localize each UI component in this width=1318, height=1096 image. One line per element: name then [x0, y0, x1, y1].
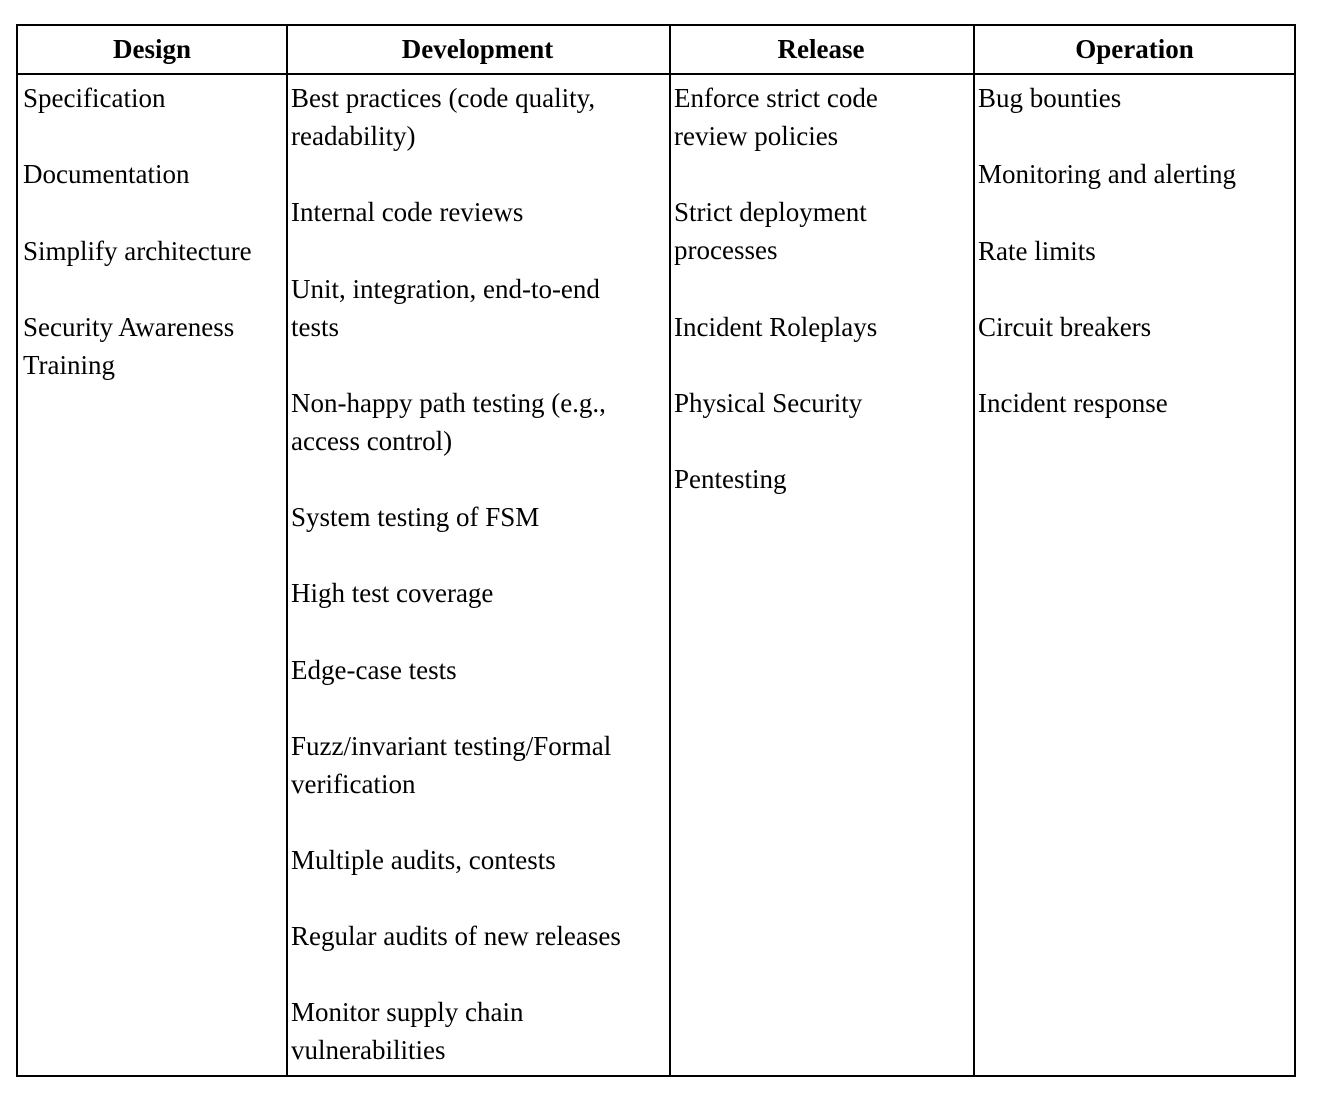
development-item-internal-code-reviews: Internal code reviews [291, 197, 524, 227]
development-item-multiple-audits: Multiple audits, contests [291, 845, 556, 875]
design-item-simplify-architecture: Simplify architecture [23, 236, 252, 266]
design-item-documentation: Documentation [23, 159, 190, 189]
development-item-best-practices: Best practices (code quality, readability) [291, 83, 596, 151]
release-item-physical-security: Physical Security [674, 388, 863, 418]
design-item-security-awareness-training: Security Awareness Training [23, 312, 235, 380]
header-operation: Operation [973, 26, 1296, 75]
operation-item-circuit-breakers: Circuit breakers [978, 312, 1152, 342]
design-item-specification: Specification [23, 83, 166, 113]
release-item-pentesting: Pentesting [674, 464, 787, 494]
release-item-deployment-processes: Strict deployment processes [674, 197, 867, 265]
operation-item-bug-bounties: Bug bounties [978, 83, 1122, 113]
development-item-non-happy-path-testing: Non-happy path testing (e.g., access control) [291, 388, 606, 456]
development-item-monitor-supply-chain: Monitor supply chain vulnerabilities [291, 997, 524, 1065]
header-design: Design [18, 26, 286, 75]
release-item-incident-roleplays: Incident Roleplays [674, 312, 878, 342]
operation-item-incident-response: Incident response [978, 388, 1168, 418]
header-development: Development [286, 26, 669, 75]
header-release: Release [669, 26, 973, 75]
lifecycle-table [16, 24, 1296, 1077]
operation-item-rate-limits: Rate limits [978, 236, 1096, 266]
column-operation [973, 26, 1296, 1075]
development-item-system-testing-fsm: System testing of FSM [291, 502, 540, 532]
operation-item-monitoring-alerting: Monitoring and alerting [978, 159, 1236, 189]
column-design [18, 26, 288, 1075]
development-item-regular-audits: Regular audits of new releases [291, 921, 621, 951]
development-item-high-test-coverage: High test coverage [291, 578, 494, 608]
column-development [286, 26, 671, 1075]
development-item-edge-case-tests: Edge-case tests [291, 655, 457, 685]
release-item-code-review-policies: Enforce strict code review policies [674, 83, 878, 151]
column-release [669, 26, 975, 1075]
development-item-unit-integration-tests: Unit, integration, end-to-end tests [291, 274, 600, 342]
development-item-fuzz-invariant-formal: Fuzz/invariant testing/Formal verification [291, 731, 612, 799]
